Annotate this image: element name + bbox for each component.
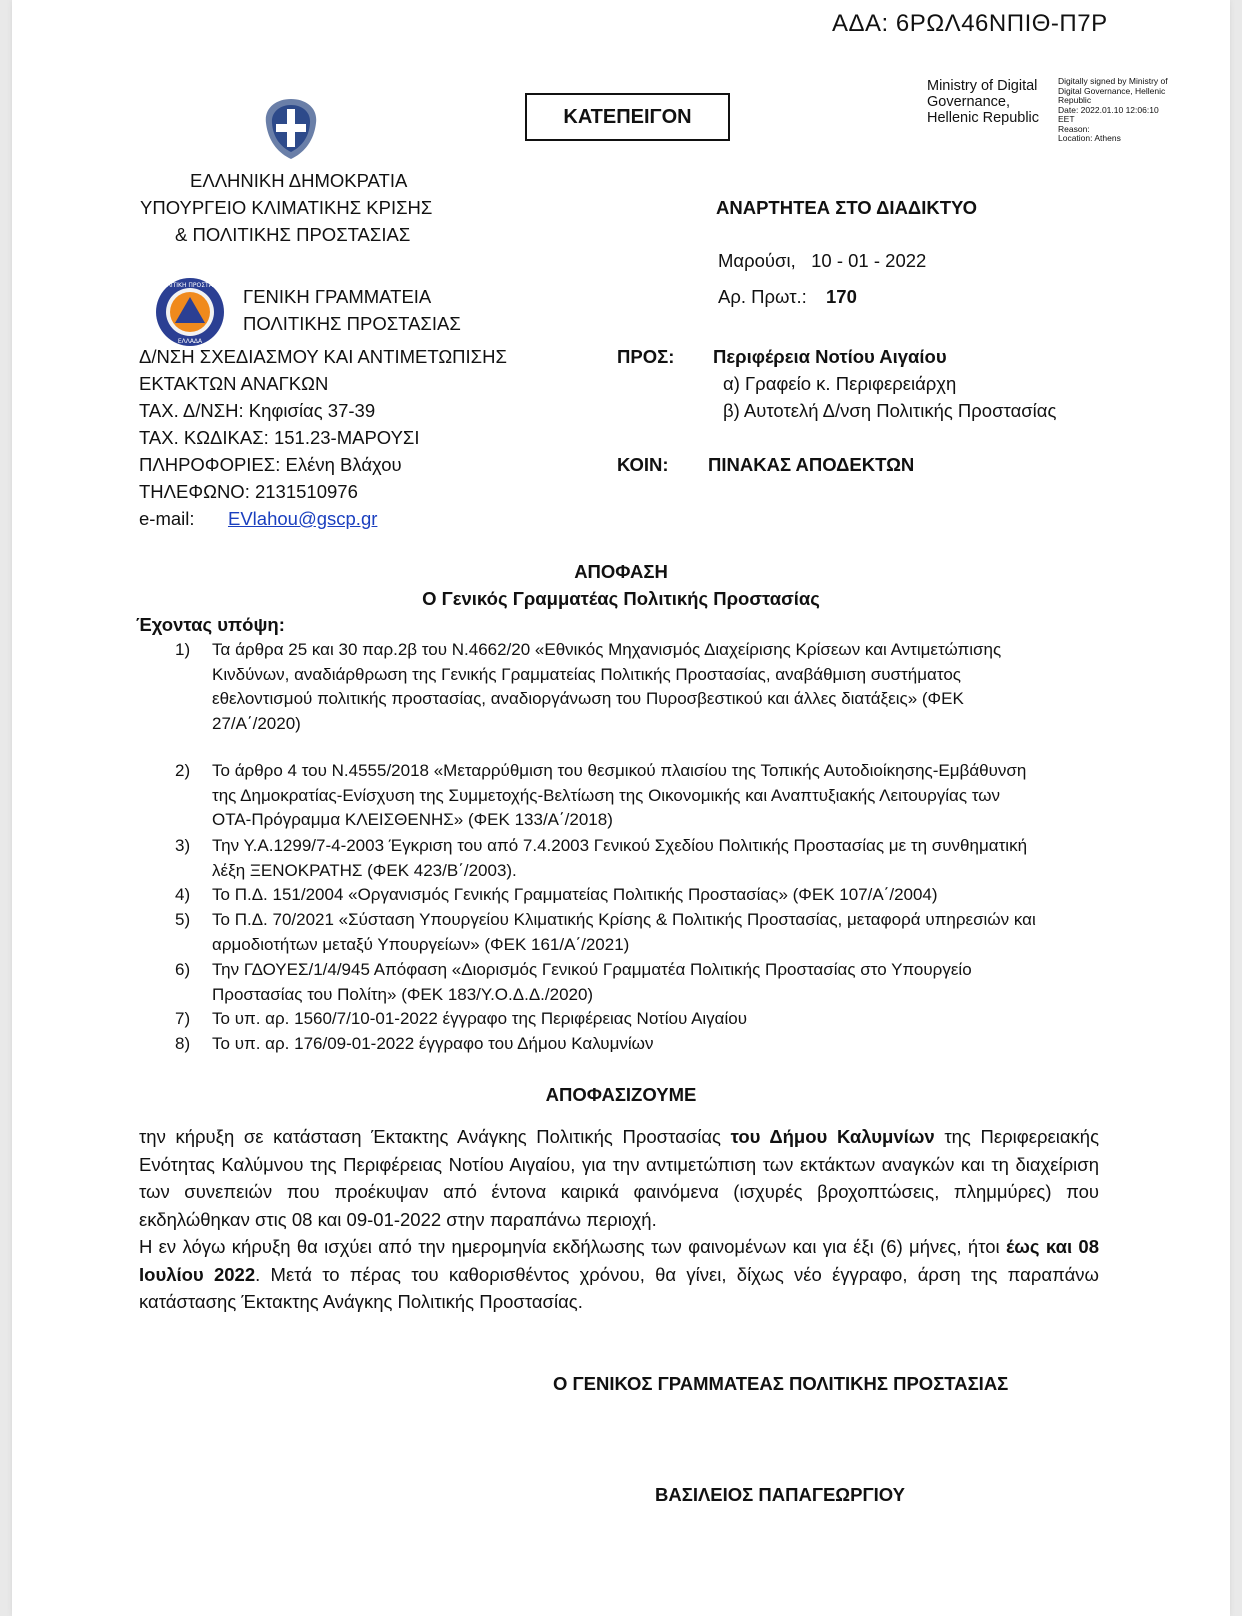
list-item-number: 8) — [175, 1034, 191, 1053]
signature-detail-line: Date: 2022.01.10 12:06:10 — [1058, 104, 1159, 115]
decision-paragraph-2 — [139, 1233, 1099, 1316]
signature-line: Ministry of Digital — [927, 78, 1038, 94]
list-item-line: Προστασίας του Πολίτη» (ΦΕΚ 183/Υ.Ο.Δ.Δ./2020) — [212, 984, 594, 1004]
document-page — [12, 0, 1230, 1616]
list-item — [212, 638, 1001, 736]
to-main-recipient: Περιφέρεια Νοτίου Αιγαίου — [713, 346, 947, 367]
to-recipient-b: β) Αυτοτελή Δ/νση Πολιτικής Προστασίας — [723, 400, 1057, 421]
directorate-line-2: ΕΚΤΑΚΤΩΝ ΑΝΑΓΚΩΝ — [139, 373, 329, 394]
list-item-number: 5) — [175, 910, 191, 929]
decision-text: της Περιφερειακής Ενότητας Καλύμνου της Περιφέρειας Νοτίου Αιγαίου, για την αντιμετώπιση των εκτάκτων αναγκών και τη διαχείριση των συνεπειών που προέκυψαν από έντονα καιρικά φαινόμενα (ισχυρές βροχοπτώσεις, πλημμύρες) που εκδηλώθηκαν στις 08 και 09-01-2022 στην παραπάνω περιοχή. — [139, 1126, 1100, 1230]
list-item-line: ΟΤΑ-Πρόγραμμα ΚΛΕΙΣΘΕΝΗΣ» (ΦΕΚ 133/Α΄/2018) — [212, 810, 613, 829]
list-item-line: Τα άρθρα 25 και 30 παρ.2β του Ν.4662/20 «Εθνικός Μηχανισμός Διαχείρισης Κρίσεων και Αντιμετώπισης — [212, 640, 1002, 659]
signature-detail-line: Location: Athens — [1058, 133, 1121, 143]
signature-detail-line: Digitally signed by Ministry of — [1058, 76, 1168, 86]
sender-email-link[interactable]: EVlahou@gscp.gr — [228, 508, 378, 529]
secretariat-line-1: ΓΕΝΙΚΗ ΓΡΑΜΜΑΤΕΙΑ — [243, 286, 432, 307]
list-item-line: εθελοντισμού πολιτικής προστασίας, αναδιοργάνωση του Πυροσβεστικού και άλλες διατάξεις» (ΦΕΚ — [212, 689, 964, 708]
signatory-name: ΒΑΣΙΛΕΙΟΣ ΠΑΠΑΓΕΩΡΓΙΟΥ — [655, 1484, 905, 1505]
list-item — [212, 1007, 747, 1032]
ada-number: ΑΔΑ: 6ΡΩΛ46ΝΠΙΘ-Π7Ρ — [832, 10, 1108, 37]
signature-detail-line: Republic — [1058, 95, 1092, 105]
decision-subtitle: Ο Γενικός Γραμματέας Πολιτικής Προστασίας — [422, 588, 820, 609]
list-item-line: Το υπ. αρ. 176/09-01-2022 έγγραφο του Δήμου Καλυμνίων — [212, 1034, 654, 1053]
post-online-label: ΑΝΑΡΤΗΤΕΑ ΣΤΟ ΔΙΑΔΙΚΤΥΟ — [716, 197, 978, 218]
sender-phone: ΤΗΛΕΦΩΝΟ: 2131510976 — [139, 481, 358, 502]
list-item-line: Την ΓΔΟΥΕΣ/1/4/945 Απόφαση «Διορισμός Γενικού Γραμματέα Πολιτικής Προστασίας στο Υπουργείο — [212, 960, 972, 979]
republic-title: ΕΛΛΗΝΙΚΗ ΔΗΜΟΚΡΑΤΙΑ — [190, 170, 408, 191]
decision-end-date: έως και 08 Ιουλίου 2022 — [139, 1236, 1099, 1285]
sender-postcode: ΤΑΧ. ΚΩΔΙΚΑΣ: 151.23-ΜΑΡΟΥΣΙ — [139, 427, 420, 448]
list-item-line: 27/Α΄/2020) — [212, 713, 301, 733]
signature-stamp-main — [927, 78, 1039, 126]
list-item-line: Κινδύνων, αναδιάρθρωση της Γενικής Γραμματείας Πολιτικής Προστασίας, αναβάθμιση συστήματος — [212, 664, 961, 684]
signature-detail-line: Reason: — [1058, 123, 1090, 134]
protocol-label: Αρ. Πρωτ.: — [718, 286, 807, 307]
signatory-title: Ο ΓΕΝΙΚΟΣ ΓΡΑΜΜΑΤΕΑΣ ΠΟΛΙΤΙΚΗΣ ΠΡΟΣΤΑΣΙΑΣ — [553, 1373, 1009, 1394]
list-item-number: 3) — [175, 836, 191, 855]
cc-value: ΠΙΝΑΚΑΣ ΑΠΟΔΕΚΤΩΝ — [708, 454, 915, 475]
place-date: Μαρούσι, 10 - 01 - 2022 — [718, 250, 927, 271]
list-item-number: 4) — [175, 885, 191, 904]
list-item — [212, 759, 1026, 833]
sender-info: ΠΛΗΡΟΦΟΡΙΕΣ: Ελένη Βλάχου — [139, 454, 402, 475]
urgent-label: ΚΑΤΕΠΕΙΓΟΝ — [563, 105, 692, 128]
to-label: ΠΡΟΣ: — [617, 346, 675, 367]
decision-title: ΑΠΟΦΑΣΗ — [574, 561, 668, 582]
ministry-line-1: ΥΠΟΥΡΓΕΙΟ ΚΛΙΜΑΤΙΚΗΣ ΚΡΙΣΗΣ — [140, 197, 433, 218]
greek-emblem-icon — [256, 93, 326, 163]
list-item — [212, 1032, 653, 1057]
list-item-line: αρμοδιοτήτων μεταξύ Υπουργείων» (ΦΕΚ 161/Α΄/2021) — [212, 934, 630, 954]
urgent-box — [525, 93, 730, 141]
list-item-line: Το υπ. αρ. 1560/7/10-01-2022 έγγραφο της Περιφέρειας Νοτίου Αιγαίου — [212, 1009, 748, 1028]
signature-line: Hellenic Republic — [927, 110, 1040, 126]
to-recipient-a: α) Γραφείο κ. Περιφερειάρχη — [723, 373, 957, 394]
list-item-line: λέξη ΞΕΝΟΚΡΑΤΗΣ (ΦΕΚ 423/Β΄/2003). — [212, 860, 517, 880]
signature-line: Governance, — [927, 94, 1011, 110]
ministry-line-2: & ΠΟΛΙΤΙΚΗΣ ΠΡΟΣΤΑΣΙΑΣ — [175, 224, 411, 245]
decision-text: . Μετά το πέρας του καθορισθέντος χρόνου, θα γίνει, δίχως νέο έγγραφο, άρση της παραπάνω κατάστασης Έκτακτης Ανάγκης Πολιτικής Προστασίας. — [139, 1263, 1099, 1312]
decision-text: Η εν λόγω κήρυξη θα ισχύει από την ημερομηνία εκδήλωσης των φαινομένων και για έξι (6) μήνες, ήτοι — [139, 1236, 1006, 1257]
decision-paragraph-1 — [139, 1123, 1099, 1233]
cp-logo-ring-top: ΠΟΛΙΤΙΚΗ ΠΡΟΣΤΑΣΙΑ — [157, 282, 223, 289]
list-item — [212, 958, 972, 1007]
list-item-number: 7) — [175, 1009, 191, 1028]
list-item-line: της Δημοκρατίας-Ενίσχυση της Συμμετοχής-Βελτίωση της Οικονομικής και Αναπτυξιακής Λειτουργίας των — [212, 785, 1001, 805]
civil-protection-logo-icon — [154, 276, 226, 348]
signature-detail-line: EET — [1058, 114, 1075, 124]
signature-stamp-details — [1058, 77, 1198, 144]
list-item-line: Το Π.Δ. 70/2021 «Σύσταση Υπουργείου Κλιματικής Κρίσης & Πολιτικής Προστασίας, μεταφορά υπηρεσιών και — [212, 910, 1036, 929]
list-item — [212, 908, 1036, 957]
secretariat-line-2: ΠΟΛΙΤΙΚΗΣ ΠΡΟΣΤΑΣΙΑΣ — [243, 313, 461, 334]
considering-heading: Έχοντας υπόψη: — [136, 614, 285, 635]
sender-email-label: e-mail: — [139, 508, 195, 529]
cp-logo-ring-bottom: ΕΛΛΑΔΑ — [177, 338, 203, 345]
signature-detail-line: Digital Governance, Hellenic — [1058, 85, 1166, 96]
list-item-number: 2) — [175, 761, 191, 780]
sender-address: ΤΑΧ. Δ/ΝΣΗ: Κηφισίας 37-39 — [139, 400, 376, 421]
list-item-line: Την Υ.Α.1299/7-4-2003 Έγκριση του από 7.4.2003 Γενικού Σχεδίου Πολιτικής Προστασίας με τη συνθηματική — [212, 836, 1028, 855]
list-item-line: Το άρθρο 4 του Ν.4555/2018 «Μεταρρύθμιση του θεσμικού πλαισίου της Τοπικής Αυτοδιοίκησης-Εμβάθυνση — [212, 761, 1027, 780]
list-item-number: 1) — [175, 640, 191, 659]
cc-label: ΚΟΙΝ: — [617, 454, 669, 475]
protocol-number: 170 — [826, 286, 857, 307]
directorate-line-1: Δ/ΝΣΗ ΣΧΕΔΙΑΣΜΟΥ ΚΑΙ ΑΝΤΙΜΕΤΩΠΙΣΗΣ — [139, 346, 507, 367]
we-decide-heading: ΑΠΟΦΑΣΙΖΟΥΜΕ — [545, 1084, 697, 1105]
list-item-line: Το Π.Δ. 151/2004 «Οργανισμός Γενικής Γραμματείας Πολιτικής Προστασίας» (ΦΕΚ 107/Α΄/2004) — [212, 885, 938, 904]
decision-municipality: του Δήμου Καλυμνίων — [730, 1126, 935, 1147]
list-item — [212, 834, 1027, 883]
list-item — [212, 883, 938, 908]
list-item-number: 6) — [175, 960, 191, 979]
decision-text: την κήρυξη σε κατάσταση Έκτακτης Ανάγκης Πολιτικής Προστασίας — [139, 1126, 731, 1147]
